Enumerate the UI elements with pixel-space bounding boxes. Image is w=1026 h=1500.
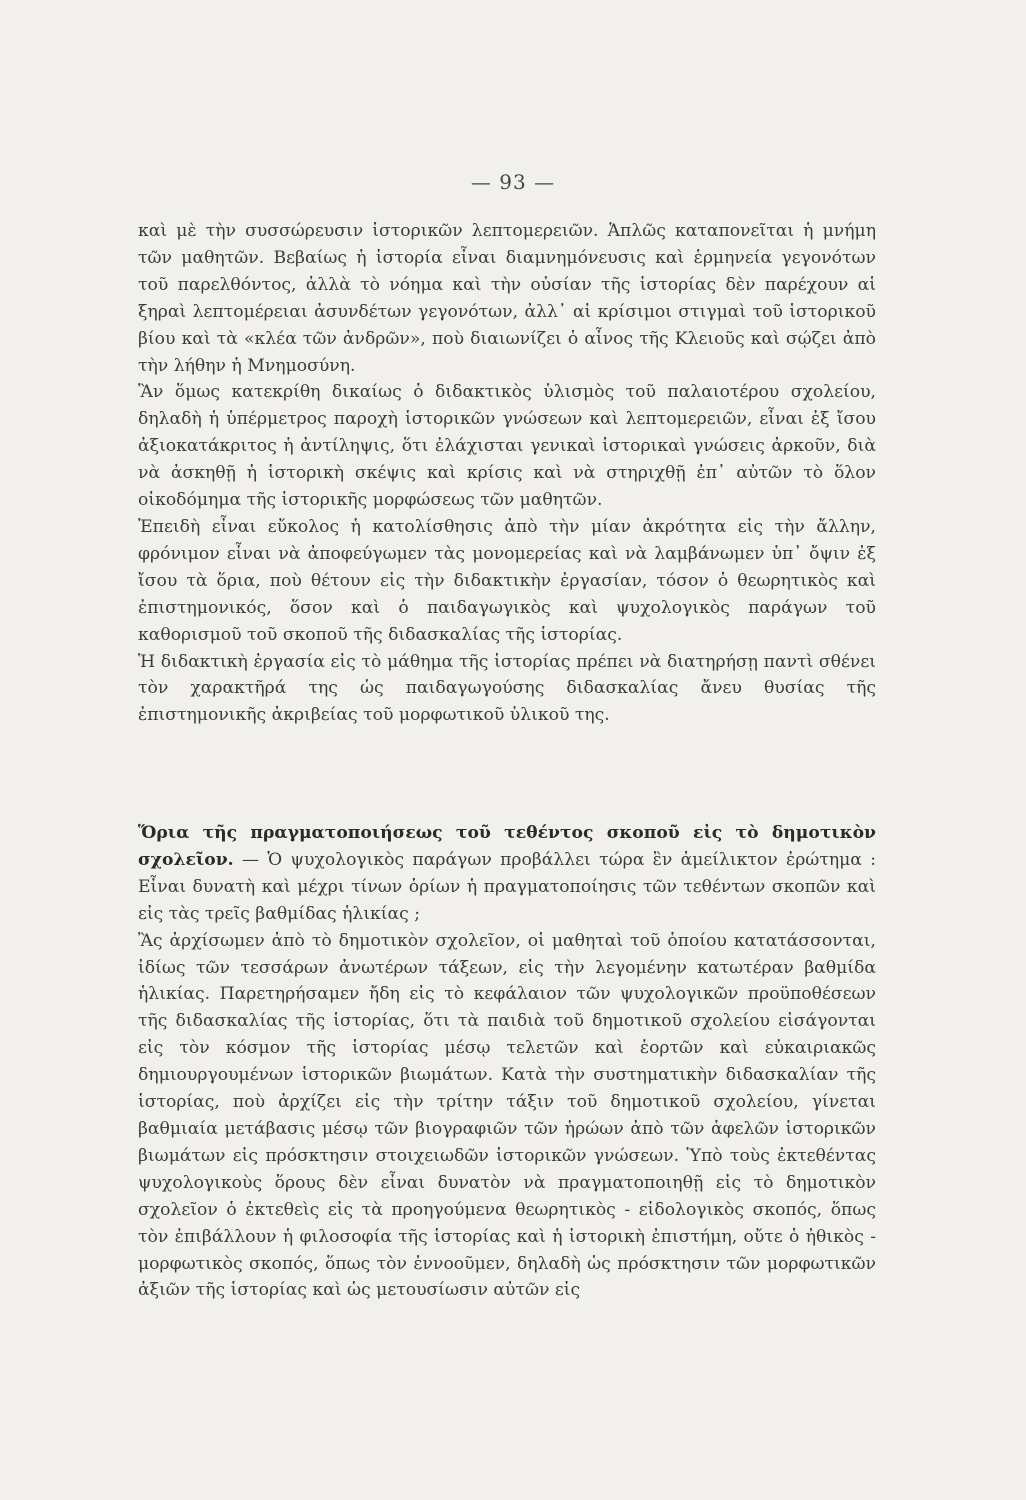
paragraph-4: Ἡ διδακτικὴ ἐργασία εἰς τὸ μάθημα τῆς ἱστορίας πρέπει νὰ διατηρήσῃ παντὶ σθένει τὸν χαρακτῆρά της ὡς παιδαγωγούσης διδασκαλίας ἄνευ θυσίας τῆς ἐπιστημονικῆς ἀκριβείας τοῦ μορφωτικοῦ ὑλικοῦ της. [138,651,876,726]
paragraph-1: καὶ μὲ τὴν συσσώρευσιν ἱστορικῶν λεπτομερειῶν. Ἁπλῶς καταπονεῖται ἡ μνήμη τῶν μαθητῶν. Βεβαίως ἡ ἱστορία εἶναι διαμνημόνευσις καὶ ἑρμηνεία γεγονότων τοῦ παρελθόντος, ἀλλὰ τὸ νόημα καὶ τὴν οὐσίαν τῆς ἱστορίας δὲν παρέχουν αἱ ξηραὶ λεπτομέρειαι ἀσυνδέτων γεγονότων, ἀλλ᾽ αἱ κρίσιμοι στιγμαὶ τοῦ ἱστορικοῦ βίου καὶ τὰ «κλέα τῶν ἀνδρῶν», ποὺ διαιωνίζει ὁ αἶνος τῆς Κλειοῦς καὶ σῴζει ἀπὸ τὴν λήθην ἡ Μνημοσύνη. [138,221,876,376]
section-heading-paragraph [138,820,876,928]
paragraph-3: Ἐπειδὴ εἶναι εὔκολος ἡ κατολίσθησις ἀπὸ τὴν μίαν ἀκρότητα εἰς τὴν ἄλλην, φρόνιμον εἶναι νὰ ἀποφεύγωμεν τὰς μονομερείας καὶ νὰ λαμβάνωμεν ὑπ᾽ ὄψιν ἐξ ἴσου τὰ ὅρια, ποὺ θέτουν εἰς τὴν διδακτικὴν ἐργασίαν, τόσον ὁ θεωρητικὸς καὶ ἐπιστημονικός, ὅσον καὶ ὁ παιδαγωγικὸς καὶ ψυχολογικὸς παράγων τοῦ καθορισμοῦ τοῦ σκοποῦ τῆς διδασκαλίας τῆς ἱστορίας. [138,516,876,645]
section-heading-continuation: — Ὁ ψυχολογικὸς παράγων προβάλλει τώρα ἓν ἀμείλικτον ἐρώτημα : Εἶναι δυνατὴ καὶ μέχρι τίνων ὁρίων ἡ πραγματοποίησις τῶν τεθέντων σκοπῶν καὶ εἰς τὰς τρεῖς βαθμίδας ἡλικίας ; [138,849,876,924]
paragraph-5: Ἂς ἀρχίσωμεν ἀπὸ τὸ δημοτικὸν σχολεῖον, οἱ μαθηταὶ τοῦ ὁποίου κατατάσσονται, ἰδίως τῶν τεσσάρων ἀνωτέρων τάξεων, εἰς τὴν λεγομένην κατωτέραν βαθμίδα ἡλικίας. Παρετηρήσαμεν ἤδη εἰς τὸ κεφάλαιον τῶν ψυχολογικῶν προϋποθέσεων τῆς διδασκαλίας τῆς ἱστορίας, ὅτι τὰ παιδιὰ τοῦ δημοτικοῦ σχολείου εἰσάγονται εἰς τὸν κόσμον τῆς ἱστορίας μέσῳ τελετῶν καὶ ἑορτῶν καὶ εὐκαιριακῶς δημιουργουμένων ἱστορικῶν βιωμάτων. Κατὰ τὴν συστηματικὴν διδασκαλίαν τῆς ἱστορίας, ποὺ ἀρχίζει εἰς τὴν τρίτην τάξιν τοῦ δημοτικοῦ σχολείου, γίνεται βαθμιαία μετάβασις μέσῳ τῶν βιογραφιῶν τῶν ἡρώων ἀπὸ τῶν ἀφελῶν ἱστορικῶν βιωμάτων εἰς πρόσκτησιν στοιχειωδῶν ἱστορικῶν γνώσεων. Ὑπὸ τοὺς ἐκτεθέντας ψυχολογικοὺς ὅρους δὲν εἶναι δυνατὸν νὰ πραγματοποιηθῇ εἰς τὸ δημοτικὸν σχολεῖον ὁ ἐκτεθεὶς εἰς τὰ προηγούμενα θεωρητικὸς - εἰδολογικὸς σκοπός, ὅπως τὸν ἐπιβάλλουν ἡ φιλοσοφία τῆς ἱστορίας καὶ ἡ ἱστορικὴ ἐπιστήμη, οὔτε ὁ ἠθικὸς - μορφωτικὸς σκοπός, ὅπως τὸν ἐννοοῦμεν, δηλαδὴ ὡς πρόσκτησιν τῶν μορφωτικῶν ἀξιῶν τῆς ἱστορίας καὶ ὡς μετουσίωσιν αὐτῶν εἰς [138,930,876,1301]
section-text [138,820,876,1304]
paragraph-2: Ἂν ὅμως κατεκρίθη δικαίως ὁ διδακτικὸς ὑλισμὸς τοῦ παλαιοτέρου σχολείου, δηλαδὴ ἡ ὑπέρμετρος παροχὴ ἱστορικῶν γνώσεων καὶ λεπτομερειῶν, εἶναι ἐξ ἴσου ἀξιοκατάκριτος ἡ ἀντίληψις, ὅτι ἐλάχισται γενικαὶ ἱστορικαὶ γνώσεις ἀρκοῦν, διὰ νὰ ἀσκηθῇ ἡ ἱστορικὴ σκέψις καὶ κρίσις καὶ νὰ στηριχθῇ ἐπ᾽ αὐτῶν τὸ ὅλον οἰκοδόμημα τῆς ἱστορικῆς μορφώσεως τῶν μαθητῶν. [138,382,876,511]
section-heading: Ὅρια τῆς πραγματοποιήσεως τοῦ τεθέντος σκοποῦ εἰς τὸ δημοτικὸν σχολεῖον. [138,823,876,870]
page-number: — 93 — [470,170,556,194]
body-text-top [138,218,876,729]
